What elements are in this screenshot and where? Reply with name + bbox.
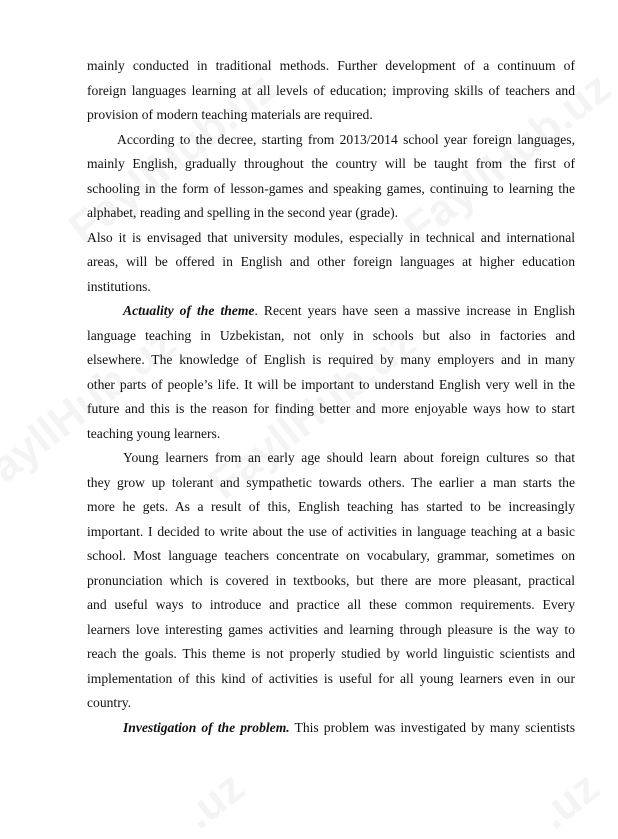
paragraph-text: . Recent years have seen a massive increase in English (254, 303, 576, 318)
watermark (530, 762, 609, 839)
paragraph-line: implementation of this kind of activities is useful for all young learners even in our (87, 671, 575, 686)
paragraph-line: important. I decided to write about the use of activities in language teaching at a basic (87, 524, 575, 539)
section-heading-investigation: Investigation of the problem. (123, 720, 290, 735)
paragraph-line: they grow up tolerant and sympathetic towards others. The earlier a man starts the (87, 475, 575, 490)
paragraph-line: According to the decree, starting from 2013/2014 school year foreign languages, (117, 132, 575, 147)
section-heading-actuality: Actuality of the theme (123, 303, 255, 318)
paragraph-line: other parts of people’s life. It will be important to understand English very well in the (87, 377, 575, 392)
paragraph-line: and useful ways to introduce and practice all these common requirements. Every (87, 597, 575, 612)
paragraph-line: mainly conducted in traditional methods. Further development of a continuum of (87, 58, 575, 73)
paragraph-line: elsewhere. The knowledge of English is required by many employers and in many (87, 352, 575, 367)
watermark (175, 762, 254, 839)
paragraph-line: reach the goals. This theme is not properly studied by world linguistic scientists and (87, 646, 575, 661)
paragraph-line: provision of modern teaching materials are required. (87, 107, 373, 122)
paragraph-line: mainly English, gradually throughout the country will be taught from the first of (87, 156, 575, 171)
paragraph-line: teaching young learners. (87, 426, 221, 441)
paragraph-line: future and this is the reason for finding better and more enjoyable ways how to start (87, 401, 575, 416)
paragraph-line: alphabet, reading and spelling in the second year (grade). (87, 205, 399, 220)
paragraph-line: language teaching in Uzbekistan, not only in schools but also in factories and (87, 328, 575, 343)
paragraph-line: areas, will be offered in English and other foreign languages at higher education (87, 254, 575, 269)
paragraph-line: Also it is envisaged that university modules, especially in technical and international (87, 230, 575, 245)
paragraph-line: school. Most language teachers concentrate on vocabulary, grammar, sometimes on (87, 548, 575, 563)
paragraph-line: Young learners from an early age should learn about foreign cultures so that (123, 450, 575, 465)
paragraph-line: pronunciation which is covered in textbooks, but there are more pleasant, practical (87, 573, 575, 588)
paragraph-line (123, 303, 575, 319)
paragraph-line: more he gets. As a result of this, English teaching has started to be increasingly (87, 499, 575, 514)
paragraph-line: learners love interesting games activities and learning through pleasure is the way to (87, 622, 575, 637)
paragraph-line (123, 720, 575, 736)
paragraph-text: This problem was investigated by many scientists (289, 720, 575, 735)
paragraph-line: country. (87, 695, 132, 710)
paragraph-line: institutions. (87, 279, 151, 294)
paragraph-line: schooling in the form of lesson-games and speaking games, continuing to learning the (87, 181, 575, 196)
paragraph-line: foreign languages learning at all levels of education; improving skills of teachers and (87, 83, 575, 98)
